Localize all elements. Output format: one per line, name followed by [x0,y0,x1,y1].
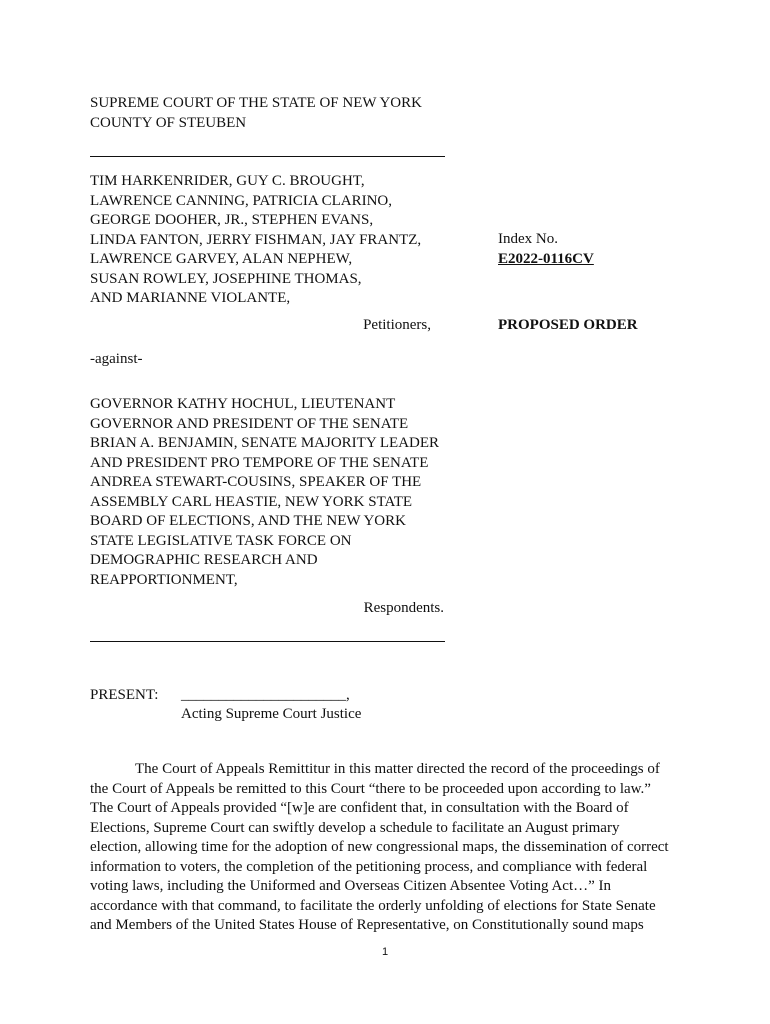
respondent-line: AND PRESIDENT PRO TEMPORE OF THE SENATE [90,454,429,471]
body-line: Elections, Supreme Court can swiftly develop a schedule to facilitate an August primary [90,819,620,836]
order-body-paragraph [90,760,680,936]
respondent-line: BRIAN A. BENJAMIN, SENATE MAJORITY LEADER [90,435,440,451]
respondent-line: GOVERNOR AND PRESIDENT OF THE SENATE [90,415,409,432]
respondent-line: BOARD OF ELECTIONS, AND THE NEW YORK [90,513,406,529]
body-line: accordance with that command, to facilitate the orderly unfolding of elections for State Senate [90,897,656,914]
body-line: the Court of Appeals be remitted to this Court “there to be proceeded upon according to law.” [90,780,651,797]
body-line: The Court of Appeals provided “[w]e are confident that, in consultation with the Board of [90,800,629,816]
body-line: The Court of Appeals Remittitur in this matter directed the record of the proceedings of [135,761,660,777]
petitioners-block [90,172,421,309]
petitioner-line: LAWRENCE GARVEY, ALAN NEPHEW, [90,251,353,267]
caption-top-rule [90,156,445,157]
court-caption [90,94,422,133]
body-line: and Members of the United States House of Representative, on Constitutionally sound maps [90,917,644,933]
index-block [498,230,594,269]
court-county: COUNTY OF STEUBEN [90,114,247,131]
respondent-line: DEMOGRAPHIC RESEARCH AND [90,552,318,568]
respondent-line: ANDREA STEWART-COUSINS, SPEAKER OF THE [90,474,422,490]
page-number: 1 [381,946,389,958]
petitioner-line: AND MARIANNE VIOLANTE, [90,290,291,306]
respondents-block [90,395,439,590]
index-number: E2022-0116CV [498,250,594,267]
petitioner-line: SUSAN ROWLEY, JOSEPHINE THOMAS, [90,270,362,287]
body-line: information to voters, the completion of the petitioning process, and compliance with federal [90,858,648,875]
document-title: PROPOSED ORDER [498,317,638,333]
court-name: SUPREME COURT OF THE STATE OF NEW YORK [90,95,422,111]
caption-bottom-rule [90,641,445,642]
petitioners-role: Petitioners, [363,317,431,333]
justice-title: Acting Supreme Court Justice [181,706,362,722]
justice-signature-blank: ______________________, [181,687,350,703]
body-line: election, allowing time for the adoption of new congressional maps, the dissemination of correct [90,839,669,855]
body-line: voting laws, including the Uniformed and Overseas Citizen Absentee Voting Act…” In [90,878,612,894]
respondent-line: REAPPORTIONMENT, [90,571,238,588]
petitioner-line: TIM HARKENRIDER, GUY C. BROUGHT, [90,173,365,189]
respondent-line: ASSEMBLY CARL HEASTIE, NEW YORK STATE [90,493,413,510]
respondent-line: GOVERNOR KATHY HOCHUL, LIEUTENANT [90,396,396,412]
petitioner-line: GEORGE DOOHER, JR., STEPHEN EVANS, [90,212,374,228]
petitioner-line: LAWRENCE CANNING, PATRICIA CLARINO, [90,192,392,209]
petitioner-line: LINDA FANTON, JERRY FISHMAN, JAY FRANTZ, [90,231,422,248]
index-label: Index No. [498,231,558,247]
present-label: PRESENT: [90,687,159,703]
respondent-line: STATE LEGISLATIVE TASK FORCE ON [90,532,352,549]
against-label: -against- [90,351,143,367]
respondents-role: Respondents. [363,600,444,616]
